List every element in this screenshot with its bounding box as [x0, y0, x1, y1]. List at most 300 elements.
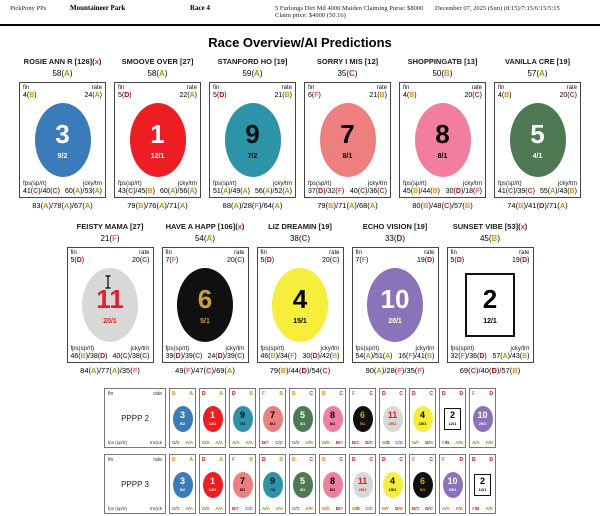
fin-label: fin: [70, 250, 77, 256]
horse-silks-8: [323, 406, 343, 432]
mini-grades-top: [262, 391, 283, 397]
horse-number: 8: [329, 410, 335, 420]
grade-D: D: [522, 257, 528, 264]
horse-number: 9: [269, 476, 275, 486]
mini-grades-bottom: [472, 506, 493, 511]
horse-silks-5: [510, 103, 566, 177]
grade-B: B: [569, 188, 575, 195]
fps-values: 43(C)/45(B): [118, 188, 156, 195]
trnjck-grades: D/B: [425, 440, 433, 445]
fin-value: 5(D): [260, 257, 275, 264]
grade-C: C: [369, 506, 373, 511]
horse-odds: 12/1: [208, 421, 217, 426]
stats-box: [162, 247, 249, 363]
grade-A: A: [215, 506, 219, 511]
fps-grades: B/D: [352, 506, 360, 511]
grade-A: A: [189, 188, 195, 195]
mini-grades-top: [232, 457, 253, 463]
fps-grades: D/C: [412, 506, 420, 511]
grade-B: B: [412, 440, 416, 445]
grade-A: A: [559, 201, 566, 210]
grade-A: A: [274, 201, 280, 210]
silks-area: [118, 99, 197, 181]
mini-grades-bottom: [322, 506, 343, 511]
stats-values-bottom: [356, 353, 435, 360]
grade-F: F: [236, 506, 240, 511]
horse-name: FEISTY MAMA [27]: [76, 222, 144, 231]
horse-silks-2: [474, 474, 491, 496]
jckytrn-values: 56(A)/52(A): [254, 188, 292, 195]
horse-odds: 4/1: [299, 421, 306, 426]
fps-grades: C/C: [292, 506, 300, 511]
jckytrn-label: jcky/trn: [367, 181, 387, 187]
horse-silks-7: [233, 472, 253, 498]
grade-A: A: [376, 366, 382, 375]
horse-number: 11: [357, 476, 368, 486]
grade-B: B: [382, 506, 386, 511]
stats-box: [352, 247, 439, 363]
stats-labels-bottom: [71, 346, 150, 352]
grade-C: C: [360, 188, 366, 195]
horse-silks-9: [233, 406, 253, 432]
trnjck-grades: C/C: [365, 506, 373, 511]
mini-horse-card: [289, 388, 316, 448]
grade-A: A: [75, 188, 81, 195]
fin-value: 5(D): [70, 257, 85, 264]
horse-odds: 20/1: [358, 487, 367, 492]
jckytrn-label: jcky/trn: [225, 346, 245, 352]
fps-label: fps(sp/rt): [355, 346, 380, 352]
grade-D: D: [412, 506, 416, 511]
grade-F: F: [132, 366, 138, 375]
jckytrn-label: jcky/trn: [510, 346, 530, 352]
grade-A: A: [284, 188, 290, 195]
fps-grades: C/C: [172, 440, 180, 445]
stats-box: [257, 247, 344, 363]
fps-label: fps(sp/rt): [118, 181, 142, 187]
grade-B: B: [328, 201, 334, 210]
grade-B: B: [322, 506, 326, 511]
trnjck-grades: A/A: [275, 506, 283, 511]
grade-A: A: [305, 506, 309, 511]
silks-area: [472, 406, 493, 432]
mini-horse-card: [469, 454, 496, 514]
horse-silks-1: [203, 406, 223, 432]
mini-horse-card: [379, 388, 406, 448]
grade-C: C: [443, 201, 450, 210]
fps-values: 37(D)/32(F): [308, 188, 345, 195]
rate-label: rate: [153, 391, 162, 397]
horse-odds: 15/1: [388, 487, 397, 492]
grade-C: C: [322, 366, 328, 375]
grade-C: C: [365, 506, 369, 511]
mini-grades-top: [442, 457, 463, 463]
grade-C: C: [474, 92, 480, 99]
grade-C: C: [172, 506, 176, 511]
grade-B: B: [326, 440, 330, 445]
grade-D: D: [124, 92, 130, 99]
grade-C: C: [399, 457, 403, 463]
grade-B: B: [309, 440, 313, 445]
fps-label: fps(sp/rt): [498, 181, 522, 187]
horse-name: STANFORD HO [19]: [217, 57, 288, 66]
grade-B: B: [322, 391, 326, 397]
horse-card: [64, 222, 156, 375]
race-datetime: December 07, 2025 (Sun) (8:15)/7:15/6:15/5:15: [435, 5, 560, 12]
horse-odds: 4/1: [299, 487, 306, 492]
grade-A: A: [305, 440, 309, 445]
mini-grades-bottom: [292, 506, 313, 511]
speed-figures: 83(A)/78(A)/67(A): [32, 201, 93, 210]
cards-row-1: [0, 57, 600, 210]
grade-B: B: [249, 391, 253, 397]
fin-label: fin: [498, 85, 505, 91]
stats-labels-bottom: [356, 346, 435, 352]
grade-A: A: [43, 201, 49, 210]
horse-silks-10: [443, 472, 463, 498]
grade-B: B: [80, 353, 86, 360]
grade-C: C: [416, 506, 420, 511]
horse-odds: 7/2: [247, 152, 258, 160]
stats-values-top: [498, 92, 577, 99]
horse-number: 11: [387, 410, 398, 420]
grade-D: D: [202, 391, 206, 397]
grade-C: C: [349, 69, 355, 78]
grade-B: B: [326, 506, 330, 511]
fin-value: 5(D): [450, 257, 465, 264]
jckytrn-values: 30(D)/42(B): [302, 353, 340, 360]
silks-area: [308, 99, 387, 181]
grade-A: A: [219, 457, 223, 463]
grade-D: D: [489, 457, 493, 463]
grade-A: A: [189, 92, 195, 99]
stats-labels-top: [23, 85, 102, 91]
grade-F: F: [112, 234, 117, 243]
stats-labels-bottom: [403, 181, 482, 187]
grade-C: C: [339, 391, 343, 397]
grade-B: B: [399, 506, 403, 511]
rate-label: rate: [424, 250, 435, 256]
fin-value: 5(D): [118, 92, 132, 99]
horse-number: 3: [179, 476, 185, 486]
grade-B: B: [322, 440, 326, 445]
horse-silks-6: [353, 406, 373, 432]
stats-labels-top: [356, 250, 435, 256]
stats-labels-top: [308, 85, 387, 91]
mini-horse-card: [439, 388, 466, 448]
horse-odds: 8/1: [269, 421, 276, 426]
horse-odds: 8/1: [239, 487, 246, 492]
grade-B: B: [206, 440, 210, 445]
stats-values-top: [71, 257, 150, 264]
grade-C: C: [249, 506, 253, 511]
horse-number: 7: [340, 118, 355, 149]
stats-values-bottom: [451, 353, 530, 360]
grade-A: A: [254, 69, 260, 78]
silks-area: [232, 406, 253, 432]
grade-C: C: [429, 391, 433, 397]
silks-area: [412, 472, 433, 498]
silks-area: [172, 406, 193, 432]
grade-A: A: [265, 188, 271, 195]
stats-box: [399, 82, 486, 198]
grade-C: C: [202, 440, 206, 445]
stats-labels-bottom: [118, 181, 197, 187]
stats-labels-bottom: [23, 181, 102, 187]
mini-horse-card: [409, 388, 436, 448]
grade-C: C: [279, 440, 283, 445]
silks-area: [261, 264, 340, 346]
grade-C: C: [142, 257, 148, 264]
stats-values-bottom: [71, 353, 150, 360]
jckytrn-values: 30(D)/18(F): [445, 188, 482, 195]
mini-grades-top: [472, 457, 493, 463]
horse-number: 6: [197, 283, 213, 314]
grade-D: D: [76, 257, 82, 264]
mini-grades-bottom: [232, 506, 253, 511]
silks-area: [202, 472, 223, 498]
trnjck-grades: A/B: [455, 440, 463, 445]
grade-F: F: [475, 188, 480, 195]
track-name: Mountaineer Park: [70, 4, 126, 12]
horse-silks-6: [177, 268, 233, 342]
grade-F: F: [472, 391, 476, 397]
trnjck-grades: A/A: [185, 440, 193, 445]
mini-grades-bottom: [382, 506, 403, 511]
horse-number: 7: [239, 476, 245, 486]
horse-silks-11: [353, 472, 373, 498]
fps-grades: D/F: [262, 440, 270, 445]
grade-D: D: [455, 188, 461, 195]
speed-figures: 49(F)/47(C)/69(A): [175, 366, 235, 375]
horse-rating: 35(C): [337, 69, 358, 78]
horse-number: 4: [389, 476, 395, 486]
grade-B: B: [270, 353, 276, 360]
grade-B: B: [172, 457, 176, 463]
stats-values-top: [308, 92, 387, 99]
rate-value: 21(B): [274, 92, 292, 99]
fin-value: 5(D): [213, 92, 227, 99]
mini-prediction-row: [0, 388, 600, 448]
grade-F: F: [340, 506, 343, 511]
grade-B: B: [352, 506, 356, 511]
grade-D: D: [538, 201, 545, 210]
mini-horse-card: [169, 388, 196, 448]
horse-number: 6: [359, 410, 365, 420]
horse-odds: 8/1: [437, 152, 448, 160]
horse-odds: 15/1: [418, 421, 427, 426]
horse-name: SORRY I MIS [12]: [316, 57, 379, 66]
grade-D: D: [396, 234, 403, 243]
fps-grades: C/C: [172, 506, 180, 511]
grade-B: B: [427, 353, 433, 360]
fps-values: 51(A)/49(A): [213, 188, 251, 195]
silks-area: [472, 474, 493, 496]
grade-C: C: [172, 440, 176, 445]
grade-F: F: [442, 457, 446, 463]
mini-grades-bottom: [322, 440, 343, 445]
grade-C: C: [301, 234, 308, 243]
mini-horse-card: [469, 388, 496, 448]
horse-odds: 15/1: [293, 317, 307, 325]
mini-grades-bottom: [472, 440, 493, 445]
silks-area: [352, 406, 373, 432]
silks-area: [382, 472, 403, 498]
grade-A: A: [348, 201, 355, 210]
page-header: [0, 0, 600, 21]
grade-C: C: [369, 457, 373, 463]
grade-D: D: [412, 391, 416, 397]
horse-number: 7: [269, 410, 275, 420]
horse-rating: 59(A): [242, 69, 263, 78]
fin-value: 4(B): [23, 92, 37, 99]
silks-area: [442, 472, 463, 498]
grade-C: C: [395, 440, 399, 445]
mini-grades-top: [472, 391, 493, 397]
fps-grades: F/D: [472, 506, 480, 511]
grade-B: B: [459, 506, 463, 511]
grade-C: C: [202, 506, 206, 511]
mini-grades-top: [352, 391, 373, 397]
fps-values: 32(F)/36(D): [450, 353, 487, 360]
grade-A: A: [242, 188, 248, 195]
grade-B: B: [379, 92, 385, 99]
horse-rating: 33(D): [384, 234, 405, 243]
fin-label: fin: [355, 250, 362, 256]
rate-label: rate: [139, 250, 150, 256]
mini-labels-top: [108, 391, 162, 397]
mini-horse-card: [409, 454, 436, 514]
grade-D: D: [382, 457, 386, 463]
grade-D: D: [382, 391, 386, 397]
mini-grades-bottom: [172, 506, 193, 511]
fin-label: fin: [450, 250, 457, 256]
grade-F: F: [485, 440, 489, 445]
horse-silks-11: [383, 406, 403, 432]
grade-D: D: [202, 457, 206, 463]
horse-number: 1: [209, 410, 215, 420]
fps-grades: B/F: [412, 440, 420, 445]
horse-number: 1: [150, 118, 165, 149]
grade-F: F: [337, 188, 342, 195]
trnjck-grades: C/C: [395, 440, 403, 445]
horse-silks-10: [473, 406, 493, 432]
horse-rating: 54(A): [194, 234, 215, 243]
rate-label: rate: [234, 250, 245, 256]
stats-labels-bottom: [166, 346, 245, 352]
grade-F: F: [266, 440, 270, 445]
mini-grades-bottom: [262, 440, 283, 445]
horse-rating: 21(F): [100, 234, 120, 243]
jckytrn-values: 40(C)/36(C): [349, 188, 387, 195]
grade-A: A: [266, 506, 270, 511]
grade-A: A: [472, 440, 476, 445]
jckytrn-label: jcky/trn: [557, 181, 577, 187]
grade-D: D: [479, 353, 485, 360]
silks-area: [23, 99, 102, 181]
horse-silks-6: [413, 472, 433, 498]
jckytrn-label: jcky/trn: [462, 181, 482, 187]
stats-values-top: [118, 92, 197, 99]
grade-D: D: [456, 257, 462, 264]
stats-labels-bottom: [261, 346, 340, 352]
mini-grades-top: [172, 457, 193, 463]
mini-grades-bottom: [382, 440, 403, 445]
horse-number: 9: [239, 410, 245, 420]
grade-F: F: [442, 440, 445, 445]
silks-area: [166, 264, 245, 346]
horse-odds: 5/1: [200, 317, 210, 325]
fps-label: fps (sp/rt): [108, 506, 128, 511]
jckytrn-values: 55(A)/43(B): [539, 188, 577, 195]
grade-B: B: [504, 92, 510, 99]
grade-D: D: [395, 506, 399, 511]
jckytrn-label: jcky/trn: [272, 181, 292, 187]
grade-C: C: [369, 391, 373, 397]
horse-silks-8: [323, 472, 343, 498]
grade-B: B: [309, 506, 313, 511]
stats-box: [114, 82, 201, 198]
grade-D: D: [232, 391, 236, 397]
mini-grades-bottom: [442, 440, 463, 445]
grade-B: B: [489, 440, 493, 445]
mini-grades-top: [292, 391, 313, 397]
stats-box: [447, 247, 534, 363]
grade-C: C: [292, 506, 296, 511]
fps-label: fps(sp/rt): [70, 346, 95, 352]
mini-row-label-card: [104, 454, 166, 514]
fps-grades: C/B: [202, 506, 210, 511]
stats-values-top: [261, 257, 340, 264]
horse-number: 10: [477, 410, 488, 420]
grade-B: B: [29, 92, 35, 99]
mini-horse-card: [259, 454, 286, 514]
grade-B: B: [292, 391, 296, 397]
horse-odds: 9/2: [57, 152, 68, 160]
x-flag: x: [94, 57, 99, 66]
grade-A: A: [219, 391, 223, 397]
grade-F: F: [460, 353, 465, 360]
trnjck-grades: D/B: [395, 506, 403, 511]
horse-silks-3: [173, 406, 193, 432]
trnjck-grades: D/C: [365, 440, 373, 445]
horse-odds: 9/2: [179, 421, 186, 426]
speed-figures: 79(B)/71(A)/68(A): [317, 201, 378, 210]
horse-odds: 7/2: [239, 421, 246, 426]
fin-label: fin: [23, 85, 30, 91]
grade-B: B: [172, 391, 176, 397]
stats-labels-top: [166, 250, 245, 256]
horse-rating: 50(B): [432, 69, 453, 78]
grade-A: A: [185, 440, 189, 445]
horse-silks-1: [130, 103, 186, 177]
horse-silks-10: [367, 268, 423, 342]
fps-label: fps(sp/rt): [308, 181, 332, 187]
fps-grades: B/F: [382, 506, 390, 511]
rate-label: rate: [153, 457, 162, 463]
mini-grades-top: [412, 391, 433, 397]
trnjck-grades: A/B: [305, 506, 313, 511]
horse-number: 2: [482, 283, 498, 314]
horse-card: [254, 222, 346, 375]
stats-labels-bottom: [451, 346, 530, 352]
jckytrn-label: jcky/trn: [82, 181, 102, 187]
jckytrn-values: 16(F)/41(B): [398, 353, 435, 360]
grade-D: D: [262, 457, 266, 463]
grade-D: D: [425, 506, 429, 511]
mini-row-title: PPPP 3: [121, 480, 149, 489]
stats-box: [494, 82, 581, 198]
